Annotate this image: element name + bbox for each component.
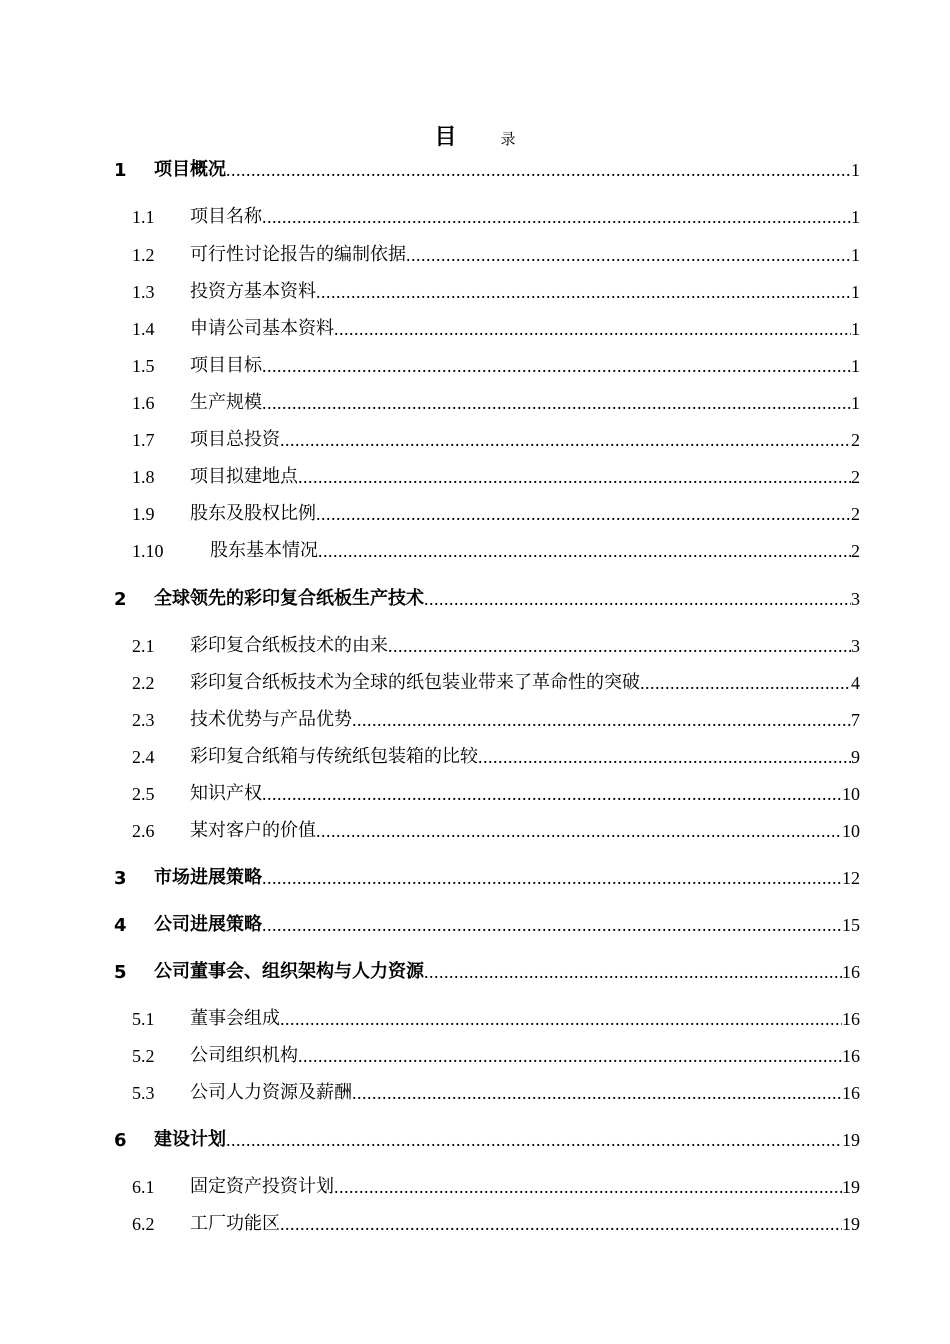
toc-entry-page-number: 1	[851, 393, 860, 413]
toc-entry[interactable]	[112, 1172, 860, 1198]
toc-entry-page-number: 7	[851, 710, 860, 730]
toc-entry-title: 投资方基本资料	[190, 281, 316, 302]
toc-entry[interactable]	[112, 863, 860, 889]
toc-entry-title: 技术优势与产品优势	[190, 709, 352, 730]
toc-title-main: 目	[434, 125, 457, 150]
toc-entry-page-number: 10	[842, 784, 860, 804]
toc-dot-leader	[298, 467, 851, 488]
toc-entry-page-number: 19	[842, 1214, 860, 1234]
toc-dot-leader	[280, 430, 851, 451]
toc-entry-page-number: 19	[842, 1177, 860, 1197]
toc-entry-page-number: 4	[851, 673, 860, 693]
toc-dot-leader	[316, 821, 842, 842]
toc-entry-number: 5	[114, 962, 127, 983]
toc-entry[interactable]	[112, 1041, 860, 1067]
toc-entry-title: 工厂功能区	[190, 1213, 280, 1234]
toc-dot-leader	[424, 962, 842, 983]
toc-dot-leader	[280, 1009, 842, 1030]
toc-entry[interactable]	[112, 816, 860, 842]
toc-entry-page-number: 9	[851, 747, 860, 767]
toc-entry-number: 2.5	[132, 784, 155, 804]
toc-entry-number: 5.1	[132, 1009, 155, 1029]
toc-entry-title: 彩印复合纸板技术的由来	[190, 635, 388, 656]
toc-dot-leader	[226, 160, 851, 181]
toc-dot-leader	[298, 1046, 842, 1067]
toc-entry[interactable]	[112, 742, 860, 768]
toc-entry-title: 申请公司基本资料	[190, 318, 334, 339]
toc-entry-page-number: 16	[842, 962, 860, 982]
toc-entry-number: 3	[114, 868, 127, 889]
toc-entry-number: 6.2	[132, 1214, 155, 1234]
toc-entry-title: 公司组织机构	[190, 1045, 298, 1066]
toc-entry[interactable]	[112, 240, 860, 266]
toc-dot-leader	[406, 245, 851, 266]
toc-dot-leader	[352, 710, 851, 731]
toc-entry-number: 6.1	[132, 1177, 155, 1197]
toc-entry-number: 5.2	[132, 1046, 155, 1066]
toc-entry-page-number: 1	[851, 207, 860, 227]
toc-entry-number: 2	[114, 589, 127, 610]
toc-entry[interactable]	[112, 1125, 860, 1151]
toc-entry[interactable]	[112, 584, 860, 610]
toc-entry[interactable]	[112, 425, 860, 451]
toc-entry-title: 项目拟建地点	[190, 466, 298, 487]
toc-dot-leader	[640, 673, 851, 694]
toc-entry-title: 某对客户的价值	[190, 820, 316, 841]
toc-entry-title: 公司董事会、组织架构与人力资源	[154, 961, 424, 982]
toc-dot-leader	[226, 1130, 842, 1151]
toc-entry[interactable]	[112, 668, 860, 694]
toc-entry-number: 1.9	[132, 504, 155, 524]
toc-entry-title: 彩印复合纸箱与传统纸包装箱的比较	[190, 746, 478, 767]
toc-entry[interactable]	[112, 499, 860, 525]
toc-entry[interactable]	[112, 388, 860, 414]
toc-entry-title: 项目目标	[190, 355, 262, 376]
toc-entry-page-number: 12	[842, 868, 860, 888]
toc-entry-page-number: 16	[842, 1083, 860, 1103]
toc-entry-title: 全球领先的彩印复合纸板生产技术	[154, 588, 424, 609]
toc-entry-page-number: 3	[851, 589, 860, 609]
toc-entry-number: 2.1	[132, 636, 155, 656]
toc-dot-leader	[262, 784, 842, 805]
toc-entry-title: 项目总投资	[190, 429, 280, 450]
toc-entry-page-number: 16	[842, 1046, 860, 1066]
toc-dot-leader	[334, 319, 851, 340]
toc-dot-leader	[316, 504, 851, 525]
toc-entry-number: 4	[114, 915, 127, 936]
toc-dot-leader	[262, 207, 851, 228]
toc-entry[interactable]	[112, 957, 860, 983]
toc-entry-number: 2.2	[132, 673, 155, 693]
toc-entry-page-number: 2	[851, 541, 860, 561]
toc-entry-title: 股东及股权比例	[190, 503, 316, 524]
toc-entry-number: 1	[114, 160, 127, 181]
toc-entry-number: 1.2	[132, 245, 155, 265]
toc-entry-page-number: 1	[851, 319, 860, 339]
toc-dot-leader	[478, 747, 851, 768]
toc-entry-page-number: 2	[851, 430, 860, 450]
toc-entry-number: 2.4	[132, 747, 155, 767]
toc-entry-title: 项目概况	[154, 159, 226, 180]
toc-entry[interactable]	[112, 351, 860, 377]
toc-entry[interactable]	[112, 1004, 860, 1030]
toc-dot-leader	[262, 868, 842, 889]
toc-entry-page-number: 1	[851, 282, 860, 302]
toc-entry-number: 1.10	[132, 541, 164, 561]
toc-dot-leader	[262, 393, 851, 414]
toc-dot-leader	[318, 541, 851, 562]
toc-dot-leader	[334, 1177, 842, 1198]
toc-entry[interactable]	[112, 155, 860, 181]
toc-entry[interactable]	[112, 631, 860, 657]
toc-entry[interactable]	[112, 462, 860, 488]
toc-entry-page-number: 3	[851, 636, 860, 656]
toc-dot-leader	[352, 1083, 842, 1104]
toc-entry-page-number: 1	[851, 245, 860, 265]
toc-entry-number: 1.3	[132, 282, 155, 302]
toc-dot-leader	[262, 356, 851, 377]
toc-title-suffix: 录	[500, 130, 516, 148]
toc-entry-page-number: 10	[842, 821, 860, 841]
toc-entry-page-number: 1	[851, 160, 860, 180]
toc-entry-number: 1.8	[132, 467, 155, 487]
toc-entry[interactable]	[112, 536, 860, 562]
toc-dot-leader	[388, 636, 851, 657]
toc-entry-title: 彩印复合纸板技术为全球的纸包装业带来了革命性的突破	[190, 672, 640, 693]
toc-entry-number: 1.7	[132, 430, 155, 450]
toc-entry-title: 知识产权	[190, 783, 262, 804]
toc-entry-number: 1.5	[132, 356, 155, 376]
toc-entry[interactable]	[112, 910, 860, 936]
toc-entry-number: 5.3	[132, 1083, 155, 1103]
toc-entry[interactable]	[112, 779, 860, 805]
toc-entry-number: 1.4	[132, 319, 155, 339]
toc-entry-title: 公司人力资源及薪酬	[190, 1082, 352, 1103]
toc-dot-leader	[262, 915, 842, 936]
toc-entry-page-number: 2	[851, 467, 860, 487]
toc-entry[interactable]	[112, 314, 860, 340]
toc-entry[interactable]	[112, 1209, 860, 1235]
toc-entry-number: 1.6	[132, 393, 155, 413]
toc-entry[interactable]	[112, 1078, 860, 1104]
toc-entry-title: 可行性讨论报告的编制依据	[190, 244, 406, 265]
toc-entry-page-number: 19	[842, 1130, 860, 1150]
toc-entry-title: 固定资产投资计划	[190, 1176, 334, 1197]
toc-dot-leader	[280, 1214, 842, 1235]
toc-entry-number: 2.3	[132, 710, 155, 730]
toc-entry-page-number: 16	[842, 1009, 860, 1029]
toc-entry-title: 公司进展策略	[154, 914, 262, 935]
toc-entry-title: 股东基本情况	[210, 540, 318, 561]
toc-entry-number: 6	[114, 1130, 127, 1151]
toc-entry-page-number: 2	[851, 504, 860, 524]
toc-entry-page-number: 15	[842, 915, 860, 935]
toc-dot-leader	[424, 589, 851, 610]
toc-dot-leader	[316, 282, 851, 303]
toc-entry[interactable]	[112, 705, 860, 731]
toc-entry-title: 建设计划	[154, 1129, 226, 1150]
toc-entry-title: 项目名称	[190, 206, 262, 227]
toc-entry-title: 董事会组成	[190, 1008, 280, 1029]
toc-entry[interactable]	[112, 202, 860, 228]
toc-entry-title: 生产规模	[190, 392, 262, 413]
toc-entry-number: 1.1	[132, 207, 155, 227]
toc-entry-title: 市场进展策略	[154, 867, 262, 888]
toc-entry-page-number: 1	[851, 356, 860, 376]
toc-entry[interactable]	[112, 277, 860, 303]
toc-entry-number: 2.6	[132, 821, 155, 841]
toc-title	[0, 120, 950, 151]
